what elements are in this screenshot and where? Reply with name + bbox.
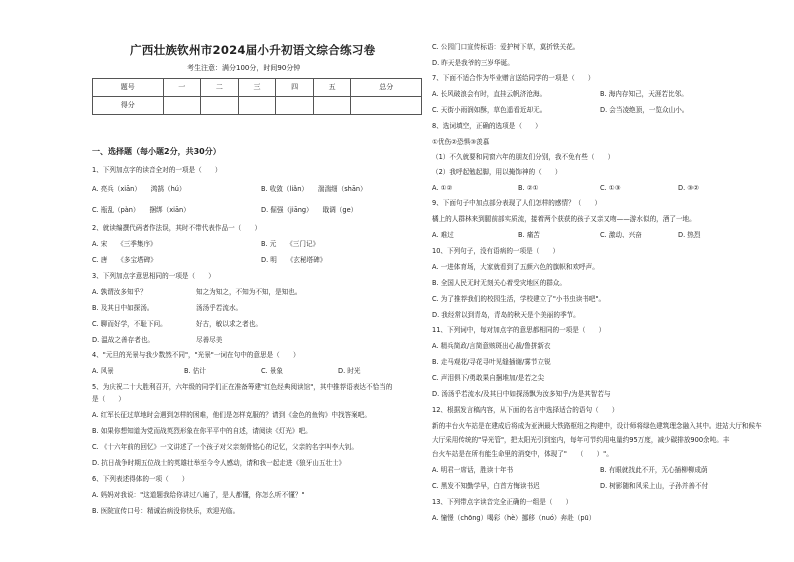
option-c[interactable]: C. 为了推荐我们的校园生活，学校建立了"小书虫读书吧"。: [432, 295, 606, 303]
option-a[interactable]: A. ①②: [432, 184, 453, 192]
exam-notice: 考生注意：满分100分，时间90分钟: [187, 64, 301, 72]
option-b[interactable]: B. 走马观花/寻花寻叶见缝插谢/雾节立锐: [432, 358, 551, 366]
option-d[interactable]: D. 温故之善存者也。: [92, 336, 155, 344]
score-table-cell: 一: [163, 79, 201, 97]
score-input-cell[interactable]: [351, 97, 422, 115]
option-a[interactable]: A. 明君一席话，胜读十年书: [432, 466, 514, 474]
question-stem-cont: 是（ ）: [92, 395, 125, 403]
score-table-cell: 三: [238, 79, 276, 97]
option-b[interactable]: B. 收敛（liǎn） 湍湍细（shān）: [261, 185, 367, 193]
option-d[interactable]: D. 热烈: [678, 231, 701, 239]
score-input-cell[interactable]: [276, 97, 314, 115]
exam-title: 广西壮族钦州市2024届小升初语文综合练习卷: [130, 43, 376, 57]
question-stem: 6、下列表述得体的一项（ ）: [92, 475, 189, 483]
option-b-pair: 汤汤乎若流水。: [196, 304, 243, 312]
question-stem: 1、下列加点字的读音全对的一项是（ ）: [92, 166, 222, 174]
question-stem: 4、"元旦的光景与我少数然不同"，"光景"一词在句中的意思是（ ）: [92, 351, 300, 359]
option-b[interactable]: B. 有眼就找此不开，无心插柳柳成荫: [600, 466, 708, 474]
option-a[interactable]: A. 风景: [92, 367, 114, 375]
option-a[interactable]: A. 宋 《三季集序》: [92, 240, 157, 248]
score-table-score-row: [93, 97, 422, 115]
score-input-cell[interactable]: [313, 97, 351, 115]
question-stem: 7、下面不适合作为毕业赠言送给同学的一项是（ ）: [432, 74, 595, 82]
option-d[interactable]: D. 明 《玄秘塔碑》: [261, 256, 327, 264]
option-c[interactable]: C. 公园门口宣传标语：爱护树下草，莫折铁关花。: [432, 43, 580, 51]
option-b[interactable]: B. 估计: [184, 367, 206, 375]
option-a[interactable]: A. 精兵简政/言简意赅斑出心裁/鲁拼新衣: [432, 342, 551, 350]
question-stem: 8、选词填空，正确的选项是（ ）: [432, 122, 542, 130]
option-b[interactable]: B. 及其日中如探汤。: [92, 304, 154, 312]
question-stem: 3、下列加点字意思相同的一项是（ ）: [92, 272, 215, 280]
option-c[interactable]: C. 声泪俱下/勇敢果自捆堆加/是若之尖: [432, 374, 545, 382]
option-c[interactable]: C. 黑发不知勤学早，白首方悔读书迟: [432, 482, 540, 490]
score-table-cell: 四: [276, 79, 314, 97]
option-c[interactable]: C. 聊而好学，不耻下问。: [92, 320, 167, 328]
option-c[interactable]: C. 《十六年前的回忆》一文讲述了一个孩子对父亲刻骨铭心的记忆，父亲的名字叫李大钊。: [92, 443, 358, 451]
question-stem: 11、下列词中，每对加点字的意思都相同的一项是（ ）: [432, 326, 606, 334]
question-choices: ①优伤②恐惧③羡慕: [432, 138, 490, 146]
option-a-pair: 知之为知之，不知为不知，是知也。: [196, 288, 302, 296]
score-table-cell: 总分: [351, 79, 422, 97]
option-d-pair: 尽善尽美: [196, 336, 223, 344]
option-d[interactable]: D. 我经常以到青岛，青岛的秋天是个美丽的季节。: [432, 311, 580, 319]
question-passage: 新的丰台火车站是在建成后将成为亚洲最大铁路枢纽之构建中，设计师将绿色建筑理念融入其中。进站大厅和候车: [432, 422, 762, 430]
option-b[interactable]: B. 海内存知己，天涯若比邻。: [600, 90, 688, 98]
option-c[interactable]: C. 瓶乱（pàn） 捆绑（xiān）: [92, 206, 190, 214]
option-c[interactable]: C. 唐 《多宝塔碑》: [92, 256, 157, 264]
right-column: [432, 0, 784, 562]
score-table-cell: 二: [201, 79, 239, 97]
question-passage: 橘上的人群林来到腿前部实质流，接着两个获获的孩子又亲又吻——游水似的，酒了一地。: [432, 215, 696, 223]
option-d[interactable]: D. 会当凌绝顶，一览众山小。: [600, 106, 689, 114]
score-table-cell: 题号: [93, 79, 164, 97]
score-table-header-row: [93, 79, 422, 97]
score-table-row-label: 得分: [93, 97, 164, 115]
option-a[interactable]: A. 亮兵（xiān） 鸿鹄（hú）: [92, 185, 186, 193]
option-c[interactable]: C. 天街小雨润如酥，草色遥看近却无。: [432, 106, 547, 114]
option-d[interactable]: D. 抗日战争时期五位战士的英雄壮举至今令人感动，请和我一起走进《狼牙山五壮士》: [92, 459, 346, 467]
option-d[interactable]: D. ③②: [678, 184, 700, 192]
question-sub: （2）我呼起勉起脚，用以掩饰神的（ ）: [432, 168, 562, 176]
option-a[interactable]: A. 憧憬（chōng）喝彩（hè）挪移（nuó）奔赴（pū）: [432, 514, 596, 522]
question-stem: 12、根据发言稿内容，从下面的名言中选择适合的语句（ ）: [432, 406, 619, 414]
option-c-pair: 好古，敏以求之者也。: [196, 320, 262, 328]
option-a[interactable]: A. 红军长征过草地时会遇到怎样的困难，他们是怎样克服的？请到《金色的鱼钩》中找答案吧。: [92, 411, 371, 419]
score-input-cell[interactable]: [238, 97, 276, 115]
score-input-cell[interactable]: [163, 97, 201, 115]
option-b[interactable]: B. 如果你想知道为党而战英烈形象在你平平中的自述，请阅读《灯光》吧。: [92, 427, 312, 435]
option-b[interactable]: B. 元 《三门记》: [261, 240, 320, 248]
option-a[interactable]: A. 长风破浪会有时，直挂云帆济沧海。: [432, 90, 547, 98]
question-stem: 2、就读编撰代码者作法误，其时不带代表作品一（ ）: [92, 224, 262, 232]
option-a[interactable]: A. 一进体育场，大家就看到了五颜六色的旗帜和欢呼声。: [432, 263, 599, 271]
option-c[interactable]: C. ①③: [600, 184, 621, 192]
option-d[interactable]: D. 时光: [338, 367, 361, 375]
question-sub: （1）不久就要和同窗六年的朋友们分别，我不免有些（ ）: [432, 153, 615, 161]
question-stem: 9、下面句子中加点部分表现了人们怎样的感情？（ ）: [432, 199, 602, 207]
score-input-cell[interactable]: [201, 97, 239, 115]
option-b[interactable]: B. 全国人民无时无刻关心着受灾地区的群众。: [432, 279, 566, 287]
option-d[interactable]: D. 倔强（jiāng） 戢调（ge）: [261, 206, 358, 214]
option-c[interactable]: C. 景象: [261, 367, 283, 375]
option-b[interactable]: B. 痛苦: [518, 231, 540, 239]
question-stem: 13、下列带点字读音完全正确的一组是（ ）: [432, 498, 573, 506]
question-passage: 台火车站是在所有能生命里的消变中，体现了" （ ）"。: [432, 450, 613, 458]
score-table-cell: 五: [313, 79, 351, 97]
option-d[interactable]: D. 树影随和风采上山，子孙并善不付: [600, 482, 709, 490]
score-table: [92, 78, 422, 115]
left-column: [78, 0, 413, 562]
option-a[interactable]: A. 妈妈对我说："这道题我给你讲过八遍了，是人都懂，你怎么听不懂？": [92, 491, 305, 499]
option-d[interactable]: D. 昨天是我爷的三岁华诞。: [432, 59, 514, 67]
question-stem: 5、为庆祝二十大胜利召开，六年级的同学们正在准备筹建"红色经典阅读馆"，其中推荐语表达不恰当的: [92, 383, 393, 391]
question-passage: 大厅采用传统的"导光管"，把太阳光引到室内，每年可节约用电量约95万度，减少碳排放900余吨。丰: [432, 436, 730, 444]
question-stem: 10、下列句子，没有语病的一项是（ ）: [432, 247, 560, 255]
option-a[interactable]: A. 孰谓汝多知乎？: [92, 288, 147, 296]
section-heading: 一、选择题（每小题2分，共30分）: [92, 147, 221, 156]
option-c[interactable]: C. 激动、兴奋: [600, 231, 642, 239]
option-b[interactable]: B. 医院宣传口号：精诚治病没你快乐，欢迎光临。: [92, 507, 240, 515]
option-b[interactable]: B. ②①: [518, 184, 539, 192]
option-a[interactable]: A. 难过: [432, 231, 454, 239]
option-d[interactable]: D. 汤汤乎若流水/及其日中如探汤飘为汝多知乎/为是其智若与: [432, 390, 611, 398]
